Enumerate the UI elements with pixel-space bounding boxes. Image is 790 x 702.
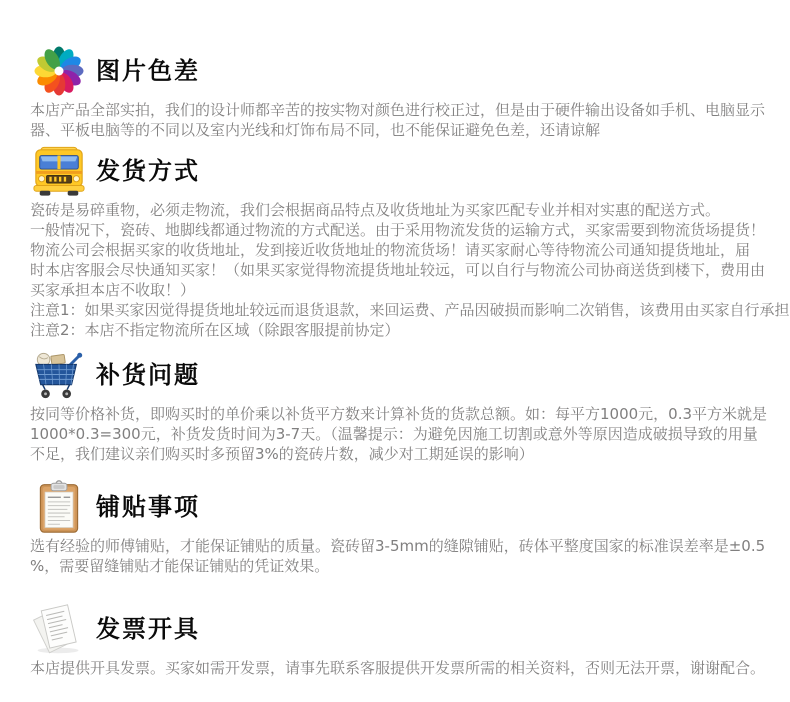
section-title: 发票开具	[96, 615, 200, 643]
body-line: 物流公司会根据买家的收货地址，发到接近收货地址的物流货场！请买家耐心等待物流公司通知提货地址，届	[30, 241, 751, 259]
section-color-difference	[30, 44, 772, 140]
body-line: 时本店客服会尽快通知买家！（如果买家觉得物流提货地址较远，可以自行与物流公司协商送货到楼下，费用由	[30, 261, 766, 279]
section-body	[30, 100, 772, 140]
section-title: 补货问题	[96, 361, 200, 389]
section-title: 铺贴事项	[96, 493, 200, 521]
section-invoice	[30, 602, 772, 678]
section-body	[30, 658, 772, 678]
clipboard-icon	[30, 480, 88, 534]
body-line: 瓷砖是易碎重物，必须走物流，我们会根据商品特点及收货地址为买家匹配专业并相对实惠的配送方式。	[30, 201, 721, 219]
section-body	[30, 536, 772, 576]
body-line: 1000*0.3=300元，补货发货时间为3-7天。（温馨提示：为避免因施工切割或意外等原因造成破损导致的用量	[30, 425, 758, 443]
body-line: 注意1：如果买家因觉得提货地址较远而退货退款，来回运费、产品因破损而影响二次销售，该费用由买家自行承担	[30, 301, 790, 319]
section-restock	[30, 348, 772, 464]
body-line: 选有经验的师傅铺贴，才能保证铺贴的质量。瓷砖留3-5mm的缝隙铺贴，砖体平整度国家的标准误差率是±0.5	[30, 537, 766, 555]
receipt-icon	[30, 602, 88, 656]
pinwheel-icon	[30, 44, 88, 98]
body-line: 买家承担本店不收取！）	[30, 281, 196, 299]
section-header	[30, 144, 772, 198]
body-line: %，需要留缝铺贴才能保证铺贴的凭证效果。	[30, 557, 330, 575]
section-body	[30, 404, 772, 464]
section-shipping-method	[30, 144, 790, 340]
body-line: 一般情况下，瓷砖、地脚线都通过物流的方式配送。由于采用物流发货的运输方式，买家需要到物流货场提货！	[30, 221, 766, 239]
body-line: 本店提供开具发票。买家如需开发票，请事先联系客服提供开发票所需的相关资料，否则无法开票，谢谢配合。	[30, 659, 766, 677]
truck-icon	[30, 144, 88, 198]
body-line: 按同等价格补货，即购买时的单价乘以补货平方数来计算补货的货款总额。如：每平方1000元，0.3平方米就是	[30, 405, 768, 423]
section-title: 发货方式	[96, 157, 200, 185]
section-header	[30, 480, 772, 534]
body-line: 注意2：本店不指定物流所在区域（除跟客服提前协定）	[30, 321, 400, 339]
section-header	[30, 348, 772, 402]
section-title: 图片色差	[96, 57, 200, 85]
body-line: 器、平板电脑等的不同以及室内光线和灯饰布局不同，也不能保证避免色差，还请谅解	[30, 121, 601, 139]
section-header	[30, 44, 772, 98]
section-header	[30, 602, 772, 656]
section-body	[30, 200, 790, 340]
section-tiling-notes	[30, 480, 772, 576]
body-line: 本店产品全部实拍，我们的设计师都辛苦的按实物对颜色进行校正过，但是由于硬件输出设备如手机、电脑显示	[30, 101, 766, 119]
cart-icon	[30, 348, 88, 402]
body-line: 不足，我们建议亲们购买时多预留3%的瓷砖片数，减少对工期延误的影响）	[30, 445, 534, 463]
